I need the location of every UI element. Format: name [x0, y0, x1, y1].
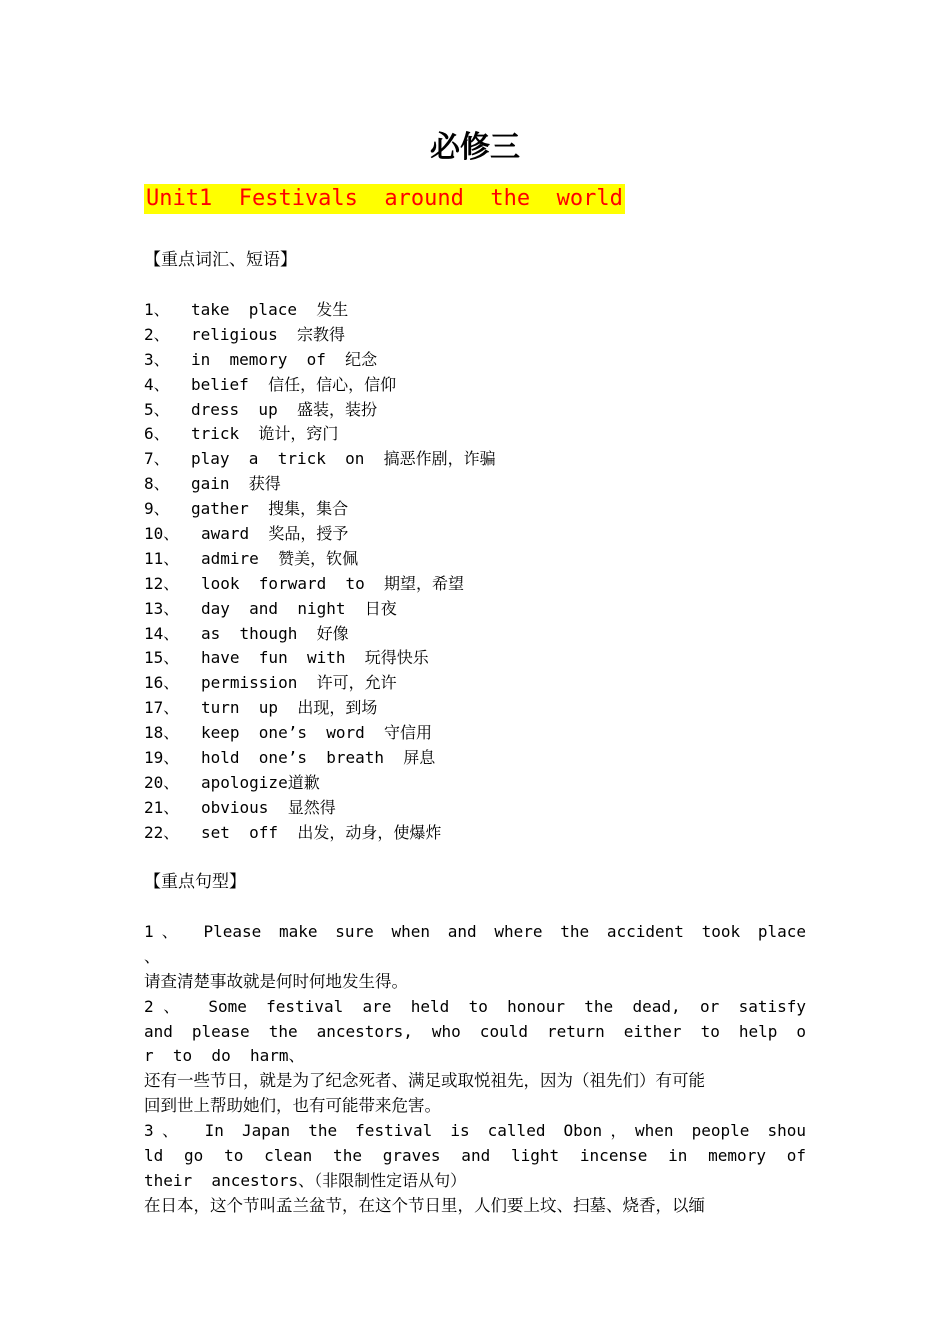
vocab-item — [144, 721, 496, 746]
vocab-item — [144, 796, 496, 821]
vocab-item — [144, 572, 496, 597]
sentence-line: 1、 Please make sure when and where the accident took place — [144, 922, 806, 941]
vocab-text: turn up 出现，到场 — [201, 698, 378, 718]
vocab-text: take place 发生 — [191, 300, 349, 319]
vocab-number: 6、 — [144, 424, 170, 444]
vocab-text: belief 信任，信心，信仰 — [191, 374, 397, 394]
vocab-item — [144, 497, 496, 522]
vocab-text: permission 许可，允许 — [201, 673, 397, 693]
vocab-number: 11、 — [144, 548, 180, 568]
vocab-item — [144, 771, 496, 796]
vocab-text: play a trick on 搞恶作剧，诈骗 — [191, 449, 496, 469]
page-title: 必修三 — [430, 130, 520, 165]
vocab-item — [144, 447, 496, 472]
sentence-line: and please the ancestors, who could return either to help o — [144, 1021, 806, 1041]
vocab-number: 16、 — [144, 673, 180, 693]
vocab-item — [144, 746, 496, 771]
vocab-number: 21、 — [144, 797, 180, 817]
vocab-text: gain 获得 — [191, 474, 281, 494]
vocab-item — [144, 398, 496, 423]
vocab-number: 12、 — [144, 573, 180, 593]
vocab-text: set off 出发，动身，使爆炸 — [201, 822, 442, 842]
sentence-line: 3、 In Japan the festival is called Obon，when people shou — [144, 1121, 806, 1141]
vocab-number: 1、 — [144, 300, 170, 319]
vocab-number: 18、 — [144, 723, 180, 743]
sentence-line: 、 — [144, 946, 161, 966]
vocab-text: in memory of 纪念 — [191, 349, 378, 369]
vocab-text: obvious 显然得 — [201, 797, 336, 817]
vocab-text: apologize道歉 — [201, 772, 320, 792]
vocab-number: 22、 — [144, 822, 180, 842]
vocab-text: keep one’s word 守信用 — [201, 723, 433, 743]
vocab-number: 15、 — [144, 648, 180, 668]
sentence-translation: 请查清楚事故就是何时何地发生得。 — [144, 971, 408, 991]
vocab-number: 5、 — [144, 399, 170, 419]
vocab-number: 10、 — [144, 524, 180, 544]
sentence-line: 2、 Some festival are held to honour the dead, or satisfy — [144, 996, 806, 1016]
vocab-text: award 奖品，授予 — [201, 524, 349, 544]
vocab-number: 19、 — [144, 748, 180, 768]
key-sentences — [144, 920, 806, 1219]
vocab-list — [144, 298, 496, 846]
sentence-line: r to do harm、 — [144, 1046, 305, 1066]
unit-heading: Unit1 Festivals around the world — [144, 184, 625, 214]
vocab-text: hold one’s breath 屏息 — [201, 748, 436, 768]
sentence-translation: 回到世上帮助她们，也有可能带来危害。 — [144, 1096, 441, 1116]
vocab-item — [144, 821, 496, 846]
sentence-translation: 在日本，这个节叫孟兰盆节，在这个节日里，人们要上坟、扫墓、烧香，以缅 — [144, 1195, 705, 1215]
vocab-number: 7、 — [144, 449, 170, 469]
vocab-item — [144, 622, 496, 647]
vocab-text: trick 诡计，窍门 — [191, 424, 339, 444]
vocab-number: 8、 — [144, 474, 170, 494]
vocab-number: 9、 — [144, 499, 170, 519]
vocab-number: 20、 — [144, 772, 180, 792]
vocab-item — [144, 547, 496, 572]
vocab-number: 3、 — [144, 349, 170, 369]
vocab-text: dress up 盛装，装扮 — [191, 399, 377, 419]
vocab-item — [144, 373, 496, 398]
vocab-item — [144, 522, 496, 547]
vocab-item — [144, 472, 496, 497]
vocab-number: 14、 — [144, 623, 180, 643]
vocab-section-label: 【重点词汇、短语】 — [144, 250, 297, 270]
sentence-line: ld go to clean the graves and light incense in memory of — [144, 1146, 806, 1166]
vocab-number: 17、 — [144, 698, 180, 718]
vocab-text: admire 赞美，钦佩 — [201, 548, 359, 568]
vocab-item — [144, 696, 496, 721]
vocab-item — [144, 348, 496, 373]
vocab-text: look forward to 期望，希望 — [201, 573, 465, 593]
vocab-text: day and night 日夜 — [201, 598, 397, 618]
sentence-translation: 还有一些节日，就是为了纪念死者、满足或取悦祖先，因为（祖先们）有可能 — [144, 1071, 705, 1091]
vocab-item — [144, 422, 496, 447]
vocab-number: 13、 — [144, 598, 180, 618]
sentence-section-label: 【重点句型】 — [144, 872, 246, 892]
vocab-text: as though 好像 — [201, 623, 349, 643]
vocab-text: religious 宗教得 — [191, 324, 345, 344]
vocab-item — [144, 671, 496, 696]
vocab-item — [144, 298, 496, 323]
vocab-item — [144, 323, 496, 348]
vocab-text: gather 搜集，集合 — [191, 499, 349, 519]
vocab-number: 2、 — [144, 324, 170, 344]
vocab-number: 4、 — [144, 374, 170, 394]
vocab-item — [144, 646, 496, 671]
vocab-text: have fun with 玩得快乐 — [201, 648, 429, 668]
sentence-line: their ancestors、（非限制性定语从句） — [144, 1170, 467, 1190]
vocab-item — [144, 597, 496, 622]
